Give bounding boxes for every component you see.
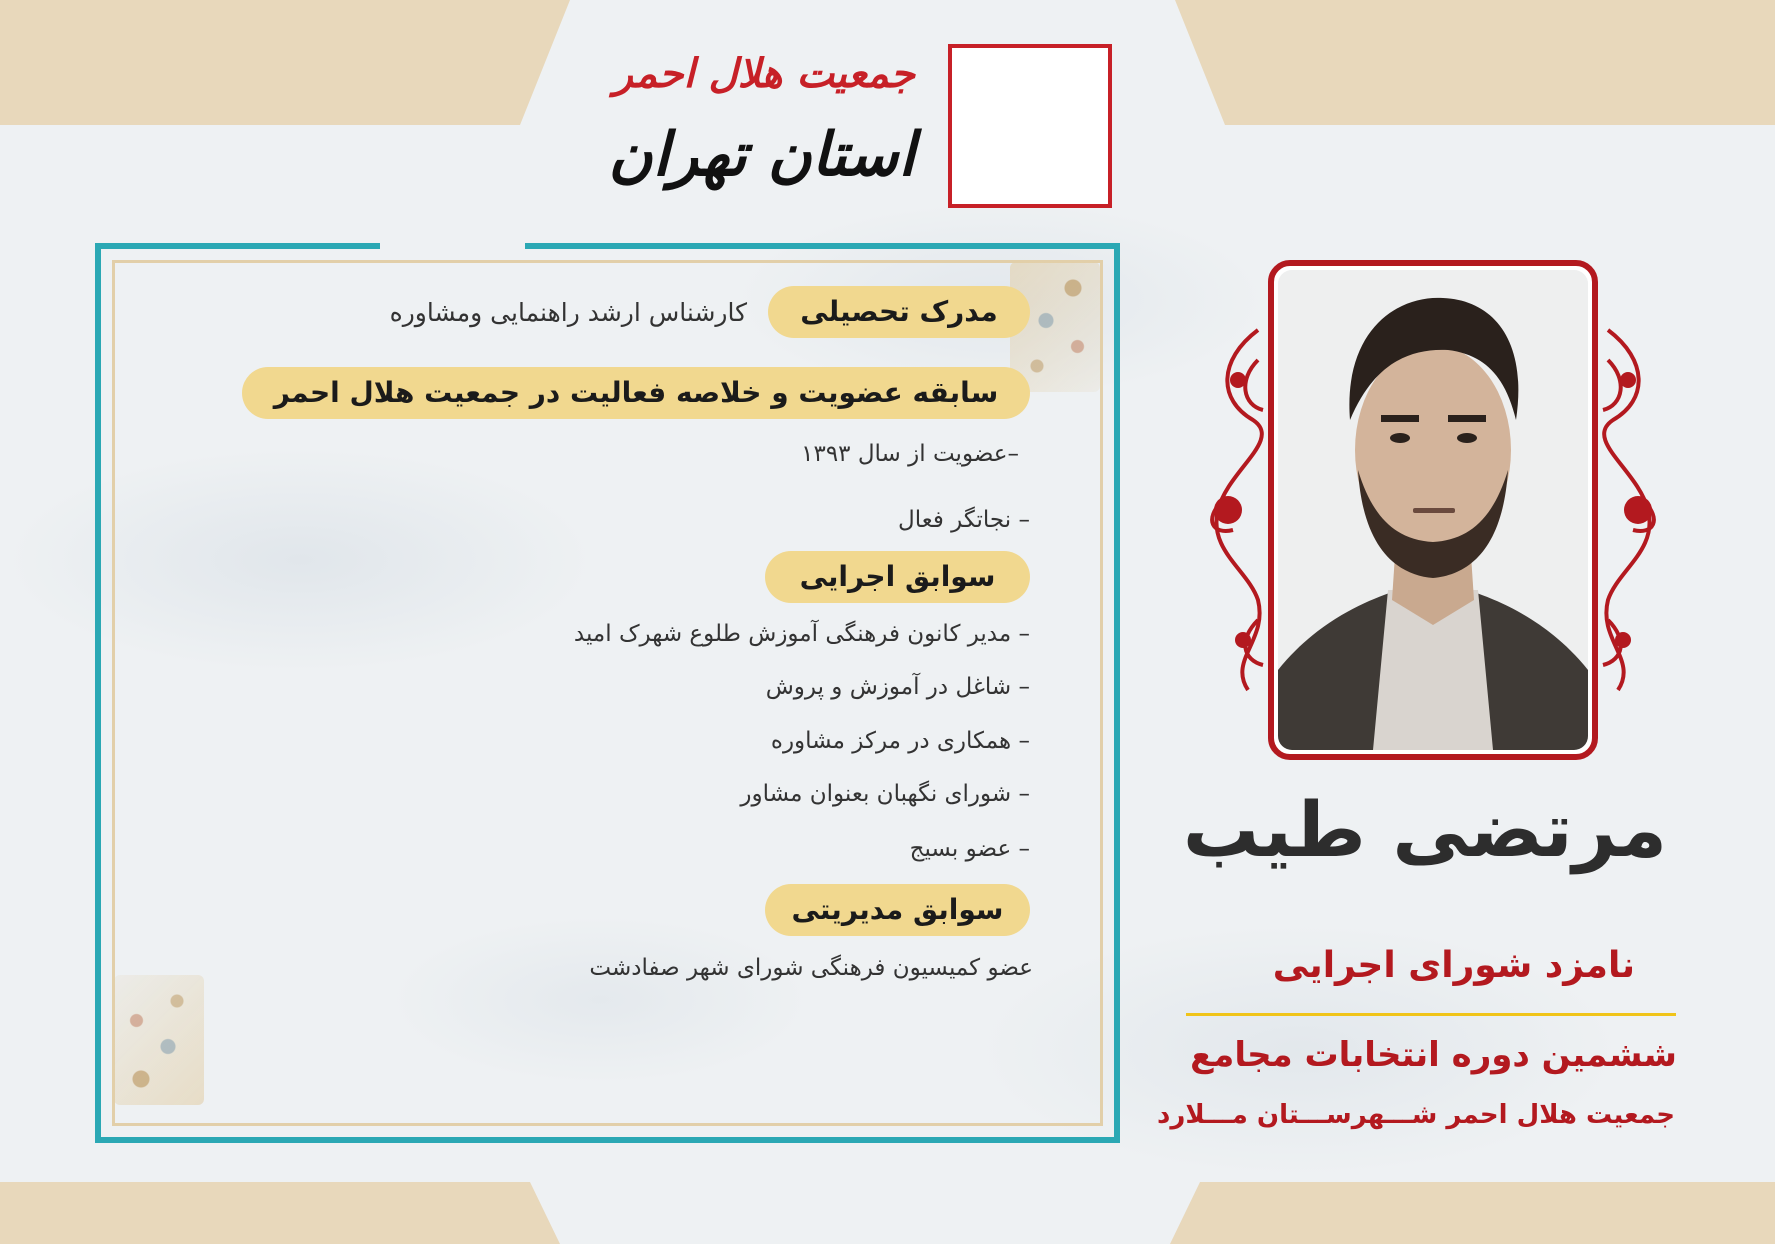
management-item: عضو کمیسیون فرهنگی شورای شهر صفادشت <box>589 955 1033 981</box>
frame-gap <box>380 236 525 252</box>
executive-item: – شورای نگهبان بعنوان مشاور <box>740 781 1030 807</box>
province-title: استان تهران <box>608 120 915 190</box>
executive-item: – شاغل در آموزش و پروش <box>765 674 1030 700</box>
candidate-photo <box>1278 270 1588 750</box>
red-crescent-logo <box>948 44 1112 208</box>
red-crescent-icon <box>960 56 1100 196</box>
membership-title: سابقه عضویت و خلاصه فعالیت در جمعیت هلال احمر <box>242 367 1030 419</box>
corner-ornament-bottom-left <box>114 975 204 1105</box>
education-value: کارشناس ارشد راهنمایی ومشاوره <box>389 298 747 327</box>
education-title: مدرک تحصیلی <box>768 286 1030 338</box>
candidate-name: مرتضی طیب <box>1182 785 1667 874</box>
executive-item: – عضو بسیج <box>909 836 1030 862</box>
yellow-divider <box>1186 1013 1676 1016</box>
executive-title: سوابق اجرایی <box>765 551 1030 603</box>
election-title: ششمین دوره انتخابات مجامع <box>1190 1035 1677 1075</box>
org-name: جمعیت هلال احمر <box>613 50 915 97</box>
portrait-image <box>1278 270 1588 750</box>
candidate-role: نامزد شورای اجرایی <box>1272 945 1635 986</box>
membership-item: – نجاتگر فعال <box>898 507 1030 533</box>
executive-item: – مدیر کانون فرهنگی آموزش طلوع شهرک امید <box>573 621 1030 647</box>
executive-item: – همکاری در مرکز مشاوره <box>770 728 1030 754</box>
membership-item: –عضویت از سال ۱۳۹۳ <box>801 441 1019 467</box>
society-branch: جمعیت هلال احمر شـــهرســـتان مـــلارد <box>1157 1100 1675 1130</box>
management-title: سوابق مدیریتی <box>765 884 1030 936</box>
